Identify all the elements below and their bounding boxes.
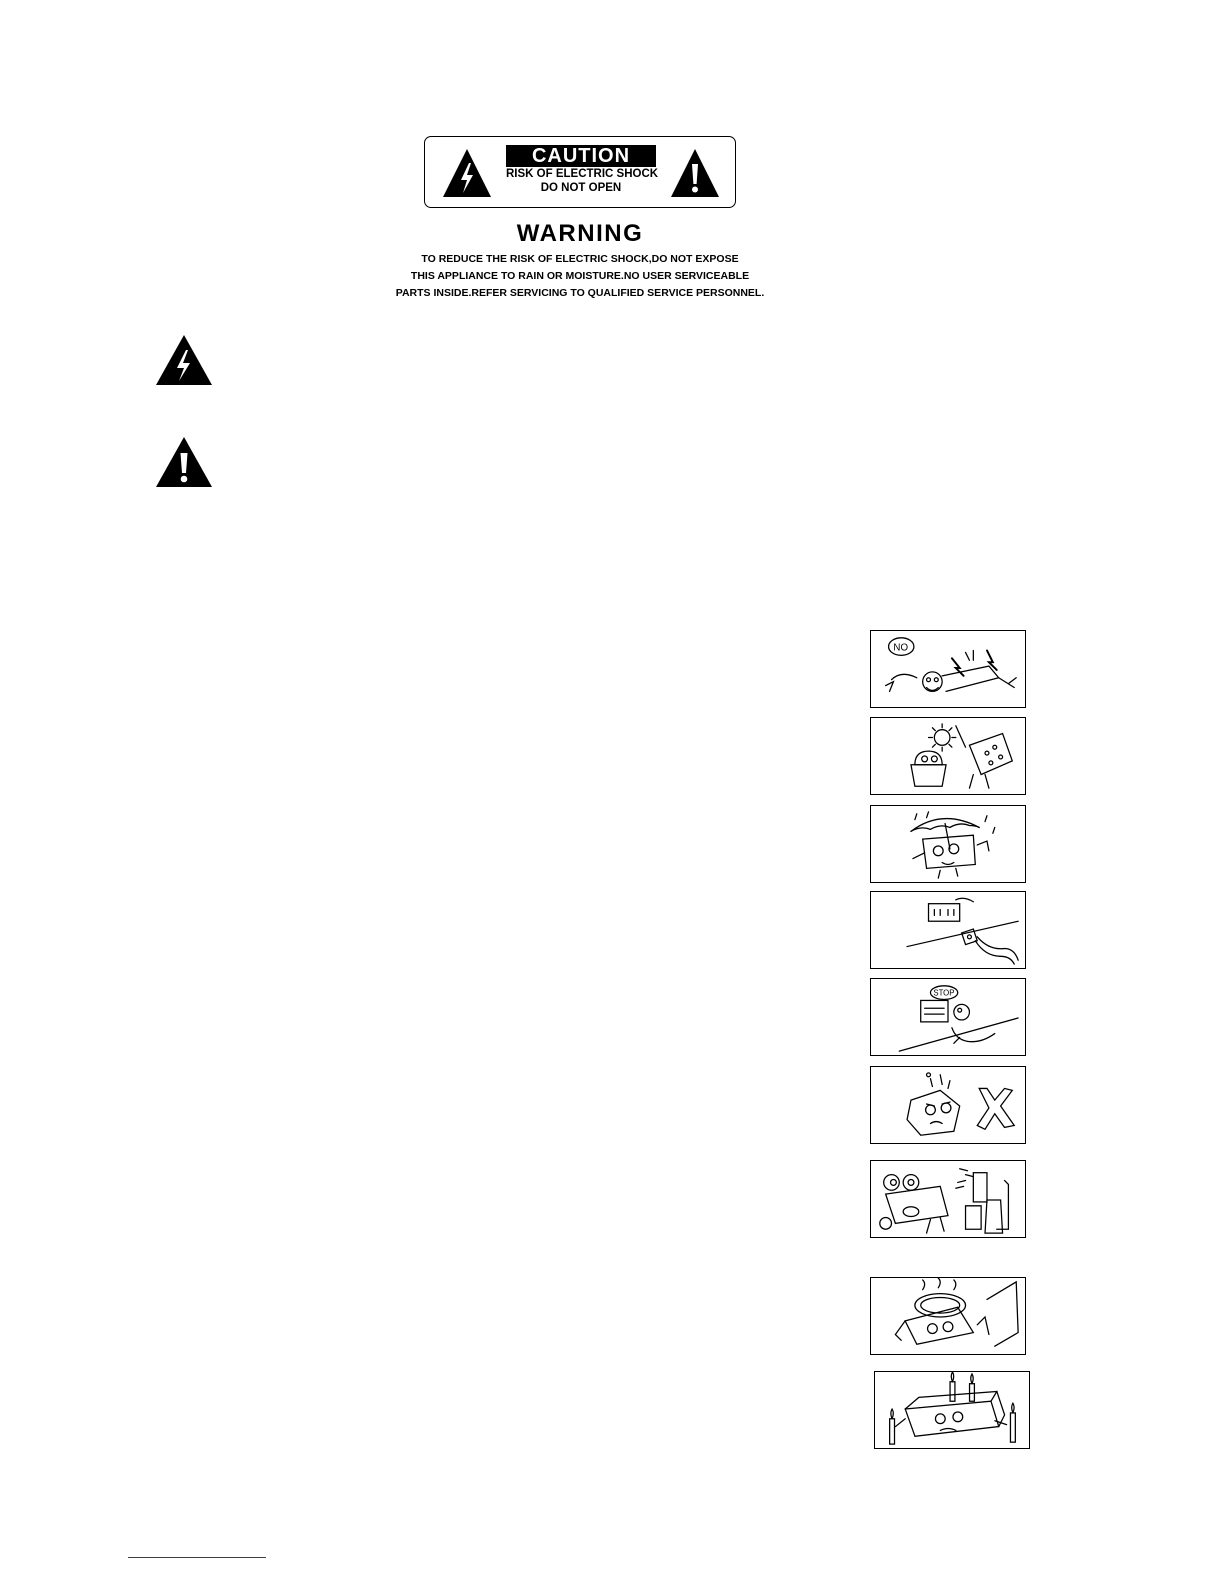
caution-do-not-open-line: DO NOT OPEN xyxy=(540,182,622,194)
lightning-triangle-icon xyxy=(441,147,493,199)
illustration-heat-sunlight xyxy=(870,717,1026,795)
svg-text:STOP: STOP xyxy=(933,988,955,998)
illustration-do-not-open xyxy=(870,1066,1026,1144)
illustration-unplug xyxy=(870,978,1026,1056)
illustration-wall-outlet xyxy=(870,891,1026,969)
lightning-triangle-icon xyxy=(155,334,213,386)
warning-text xyxy=(380,251,780,302)
warning-heading: WARNING xyxy=(516,220,644,247)
exclamation-triangle-icon xyxy=(669,147,721,199)
illustration-candles xyxy=(874,1371,1030,1449)
illustration-rain-umbrella xyxy=(870,805,1026,883)
footnote-divider xyxy=(128,1557,266,1558)
exclamation-triangle-icon xyxy=(155,436,213,488)
caution-label xyxy=(424,136,736,208)
warning-line-3: PARTS INSIDE.REFER SERVICING TO QUALIFIED SERVICE PERSONNEL. xyxy=(395,287,765,299)
caution-risk-line: RISK OF ELECTRIC SHOCK xyxy=(506,168,659,180)
illustration-ventilation xyxy=(870,1277,1026,1355)
illustration-cleaning-spray xyxy=(870,1160,1026,1238)
caution-title: CAUTION xyxy=(506,145,656,167)
warning-line-1: TO REDUCE THE RISK OF ELECTRIC SHOCK,DO NOT EXPOSE xyxy=(421,253,739,265)
caution-text-block xyxy=(506,145,659,195)
illustration-no-electric-shock xyxy=(870,630,1026,708)
warning-line-2: THIS APPLIANCE TO RAIN OR MOISTURE.NO USER SERVICEABLE xyxy=(410,270,750,282)
svg-text:NO: NO xyxy=(893,642,909,654)
